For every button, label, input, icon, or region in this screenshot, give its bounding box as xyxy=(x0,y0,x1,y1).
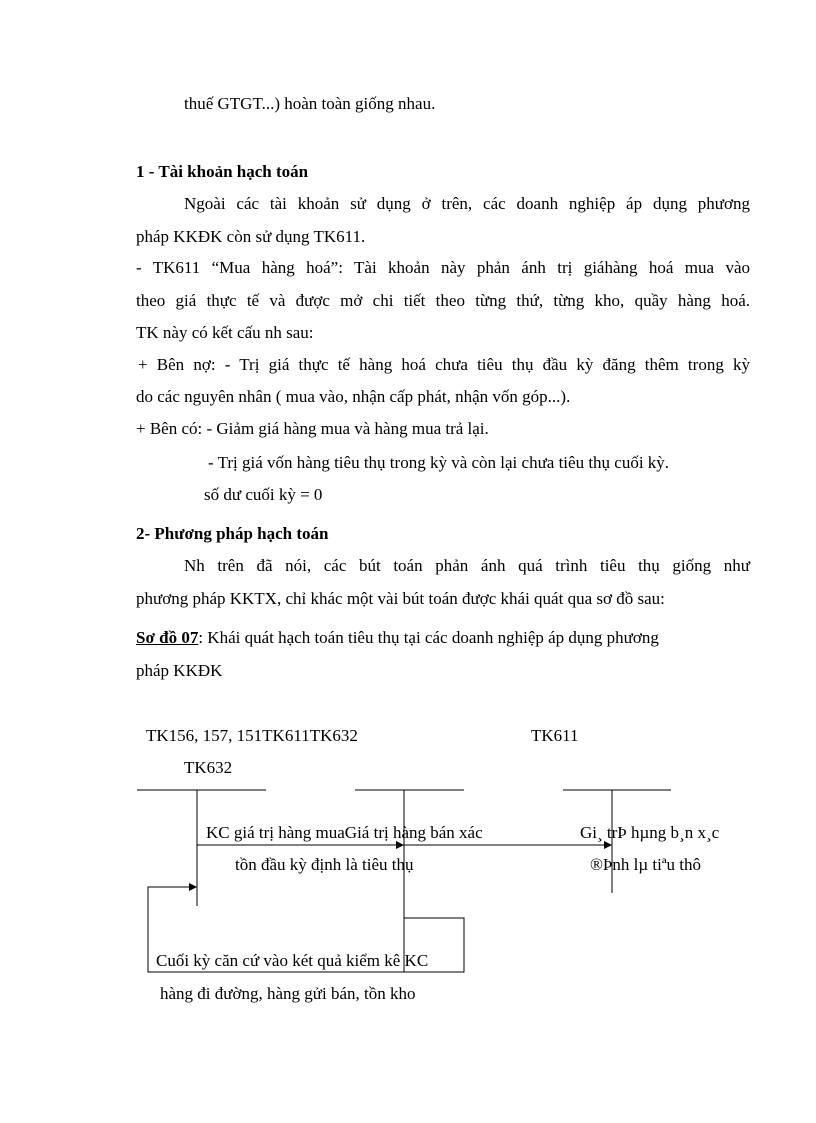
flow-label-1-line-1: KC giá trị hàng muaGiá trị hàng bán xác xyxy=(206,823,483,842)
account-label-second: TK632 xyxy=(184,758,233,777)
credit-side-line-1: + Bên có: - Giảm giá hàng mua và hàng mua trả lại. xyxy=(136,419,489,438)
flow-label-2-line-1: Gi¸ trÞ hµng b¸n x¸c xyxy=(580,823,720,842)
section-heading-2: 2- Phương pháp hạch toán xyxy=(136,524,329,543)
paragraph-3-line-2: phương pháp KKTX, chỉ khác một vài bút toán được khái quát qua sơ đồ sau: xyxy=(136,589,665,608)
flow-label-2-line-2: ®Þnh lµ tiªu thô xyxy=(590,855,701,874)
account-label-right: TK611 xyxy=(531,726,579,745)
arrow-head-3 xyxy=(189,883,197,891)
diagram-caption-label: Sơ đồ 07 xyxy=(136,628,199,647)
closing-balance-line: số dư cuối kỳ = 0 xyxy=(204,485,323,504)
paragraph-1-line-1: Ngoài các tài khoản sử dụng ở trên, các doanh nghiệp áp dụng phương xyxy=(184,194,750,213)
section-heading-1: 1 - Tài khoản hạch toán xyxy=(136,162,309,181)
paragraph-2-line-2: theo giá thực tế và được mở chi tiết theo từng thứ, từng kho, quầy hàng hoá. xyxy=(136,291,750,310)
flow-label-1-line-2: tồn đầu kỳ định là tiêu thụ xyxy=(235,855,414,874)
paragraph-2-line-3: TK này có kết cấu nh sau: xyxy=(136,323,314,342)
text-line-1: thuế GTGT...) hoàn toàn giống nhau. xyxy=(184,94,436,113)
paragraph-3-line-1: Nh trên đã nói, các bút toán phản ánh quá trình tiêu thụ giống như xyxy=(184,556,750,575)
paragraph-1-line-2: pháp KKĐK còn sử dụng TK611. xyxy=(136,227,366,246)
closing-note-line-2: hàng đi đường, hàng gửi bán, tồn kho xyxy=(160,984,416,1003)
debit-side-line-1: + Bên nợ: - Trị giá thực tế hàng hoá chưa tiêu thụ đầu kỳ đăng thêm trong kỳ xyxy=(138,355,750,374)
paragraph-2-line-1: - TK611 “Mua hàng hoá”: Tài khoản này phản ánh trị giáhàng hoá mua vào xyxy=(136,258,750,277)
credit-side-line-2: - Trị giá vốn hàng tiêu thụ trong kỳ và còn lại chưa tiêu thụ cuối kỳ. xyxy=(208,453,670,472)
debit-side-line-2: do các nguyên nhân ( mua vào, nhận cấp phát, nhận vốn góp...). xyxy=(136,387,571,406)
diagram-caption-line-2: pháp KKĐK xyxy=(136,661,223,680)
diagram-caption-text: : Khái quát hạch toán tiêu thụ tại các doanh nghiệp áp dụng phương xyxy=(198,628,659,647)
account-labels-left: TK156, 157, 151TK611TK632 xyxy=(146,726,358,745)
closing-note-line-1: Cuối kỳ căn cứ vào két quả kiểm kê KC xyxy=(156,951,429,970)
